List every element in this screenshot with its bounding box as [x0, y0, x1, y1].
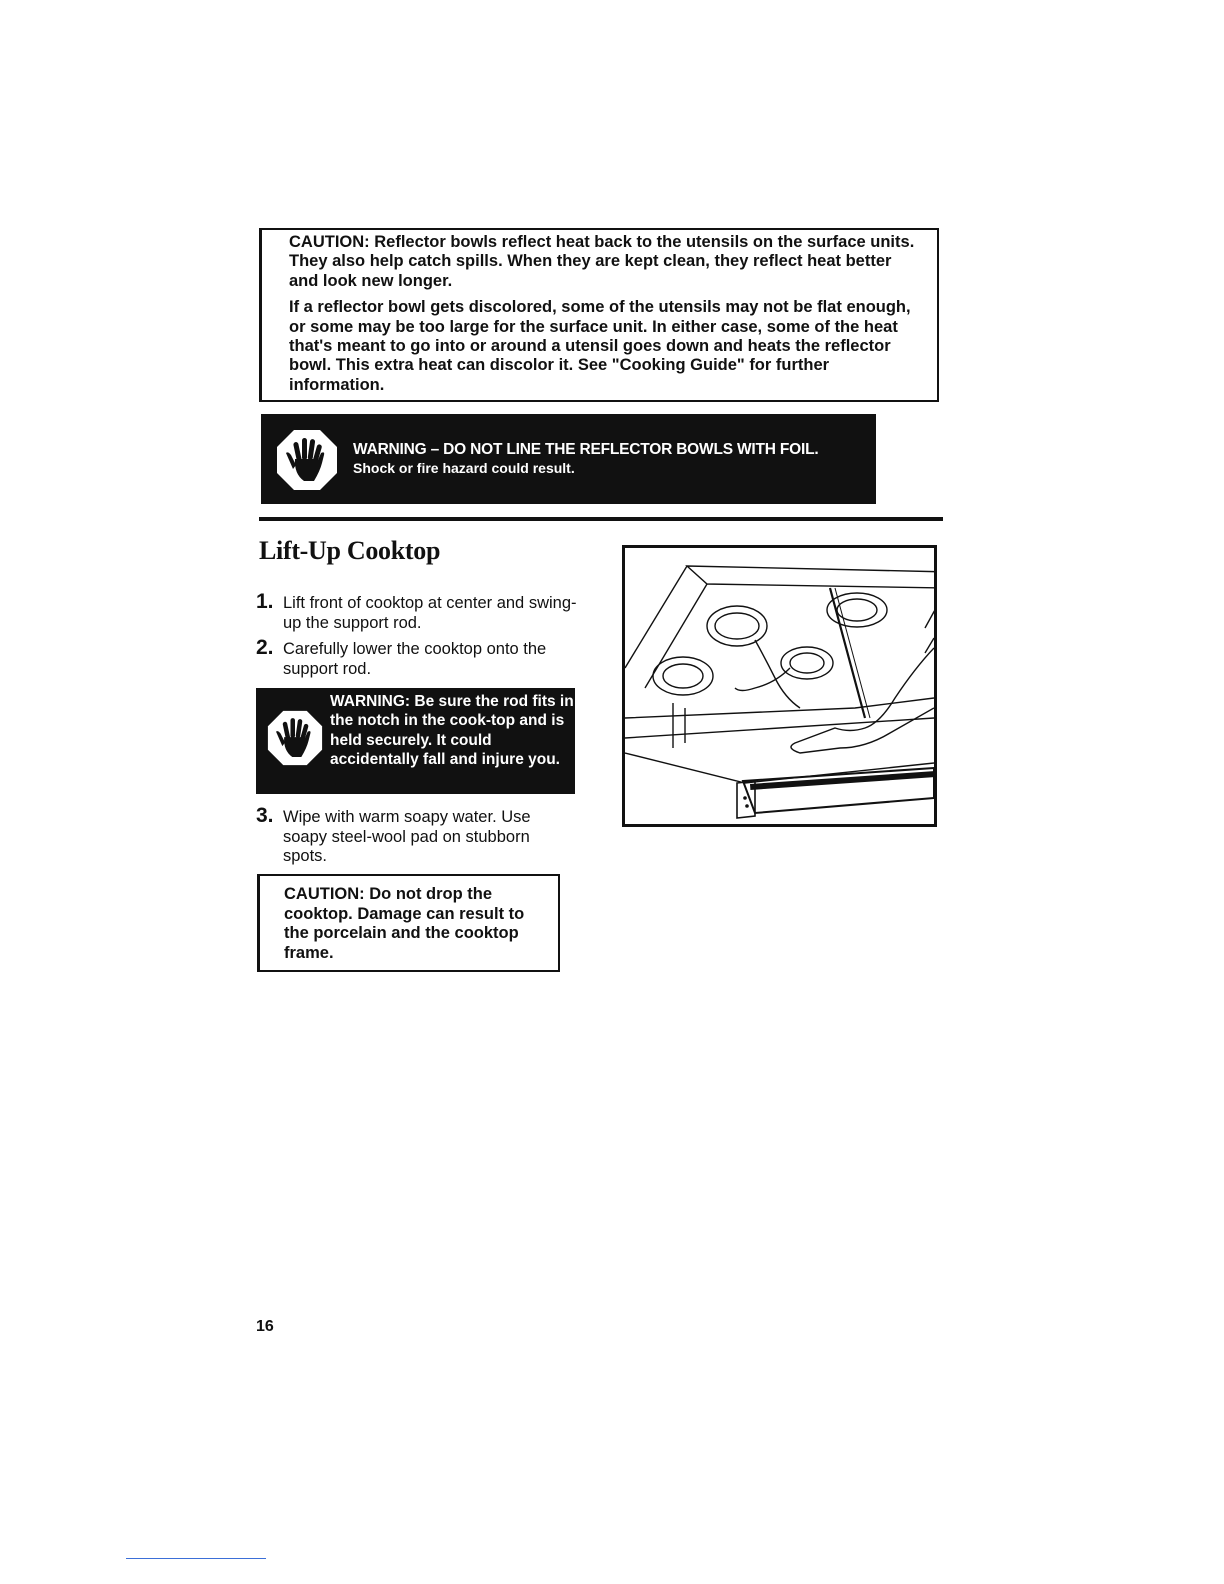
cooktop-illustration: [622, 545, 937, 827]
warning-banner-foil: [261, 414, 876, 504]
step-number: 1.: [256, 590, 274, 613]
step-number: 3.: [256, 804, 274, 827]
caution-bottom-text: CAUTION: Do not drop the cooktop. Damage can result to the porcelain and the cooktop frame.: [284, 885, 525, 962]
hand-warning-icon: [276, 429, 338, 491]
section-title: Lift-Up Cooktop: [259, 536, 441, 565]
section-divider: [259, 517, 943, 521]
caution-paragraph-2: If a reflector bowl gets discolored, some of the utensils may not be flat enough, or some may be too large for the surface unit. In either case, some of the heat that's meant to go into or around a utensil goes down and heats the reflector bowl. This extra heat can discolor it. See "Cooking Guide" for further information.: [289, 298, 911, 394]
lift-up-cooktop-illustration: [625, 548, 934, 824]
caution-box-drop-cooktop: [257, 874, 560, 972]
step-text: Wipe with warm soapy water. Use soapy steel-wool pad on stubborn spots.: [283, 808, 531, 865]
warning-banner-line-2: Shock or fire hazard could result.: [353, 460, 575, 476]
footer-line: [126, 1558, 266, 1559]
caution-paragraph-1: CAUTION: Reflector bowls reflect heat back to the utensils on the surface units. They also help catch spills. When they are kept clean, they reflect heat better and look new longer.: [289, 233, 915, 290]
warning-box-support-rod: [256, 688, 575, 794]
warning-banner-line-1: WARNING – DO NOT LINE THE REFLECTOR BOWLS WITH FOIL.: [353, 441, 819, 458]
step-text: Lift front of cooktop at center and swing-up the support rod.: [283, 594, 577, 632]
page-number: 16: [256, 1318, 274, 1335]
warning-box-text: WARNING: Be sure the rod fits in the notch in the cook-top and is held securely. It could accidentally fall and injure you.: [330, 693, 574, 769]
hand-warning-icon: [267, 710, 323, 766]
step-number: 2.: [256, 636, 274, 659]
step-text: Carefully lower the cooktop onto the support rod.: [283, 640, 547, 678]
caution-box-reflector-bowls: [259, 228, 939, 402]
